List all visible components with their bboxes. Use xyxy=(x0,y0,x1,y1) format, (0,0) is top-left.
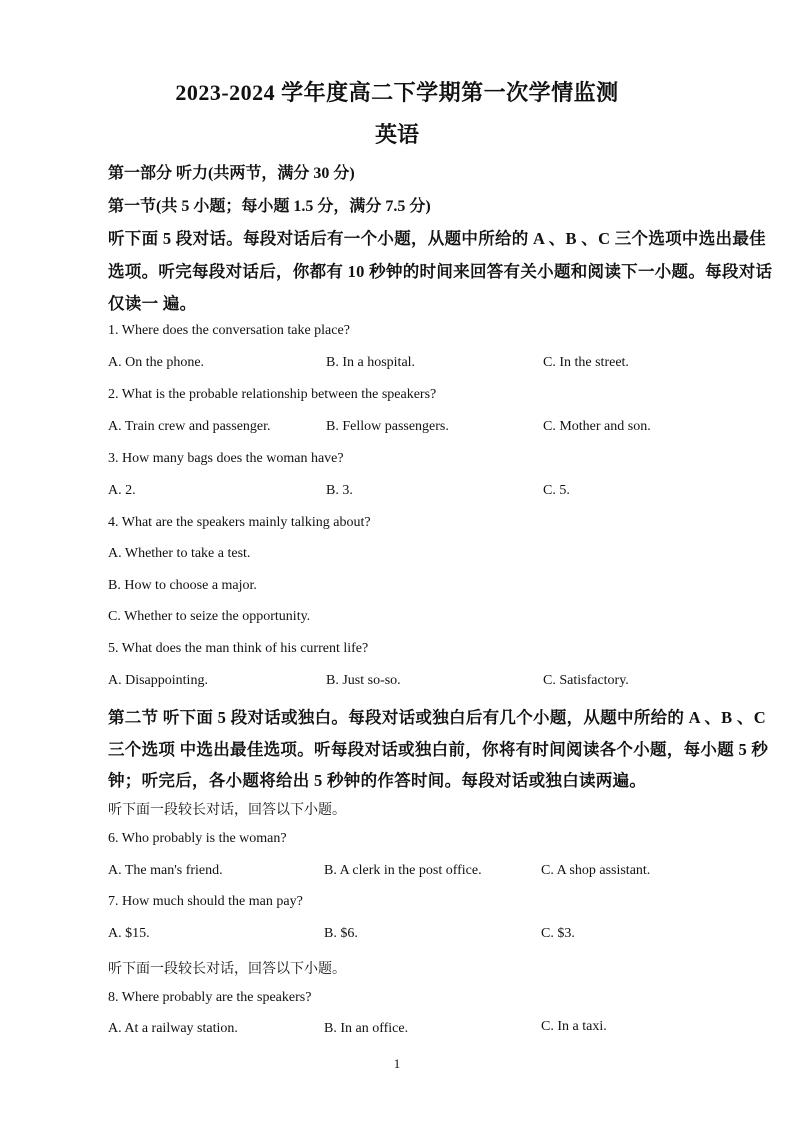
section2-instruction-line: 三个选项 中选出最佳选项。听每段对话或独白前，你将有时间阅读各个小题，每小题 5 秒 xyxy=(108,740,769,759)
option-b: B. A clerk in the post office. xyxy=(324,863,482,878)
question-stem: 1. Where does the conversation take place? xyxy=(108,323,350,338)
option-a: A. Disappointing. xyxy=(108,673,208,688)
option-c: C. In a taxi. xyxy=(541,1019,607,1034)
question-stem: 3. How many bags does the woman have? xyxy=(108,451,344,466)
option-b: B. In an office. xyxy=(324,1021,409,1036)
page-number: 1 xyxy=(393,1056,401,1071)
long-dialogue-note: 听下面一段较长对话，回答以下小题。 xyxy=(108,962,346,977)
option-a: A. $15. xyxy=(108,926,150,941)
option-c: C. In the street. xyxy=(543,355,629,370)
option-a: A. Train crew and passenger. xyxy=(108,419,271,434)
option-b: B. Just so-so. xyxy=(326,673,401,688)
question-stem: 7. How much should the man pay? xyxy=(108,894,303,909)
option-c: C. Whether to seize the opportunity. xyxy=(108,609,311,624)
option-b: B. Fellow passengers. xyxy=(326,419,449,434)
option-b: B. 3. xyxy=(326,483,353,498)
option-c: C. 5. xyxy=(543,483,570,498)
section1-heading: 第一节(共 5 小题；每小题 1.5 分，满分 7.5 分) xyxy=(108,198,431,215)
option-c: C. A shop assistant. xyxy=(541,863,651,878)
subject-title: 英语 xyxy=(374,122,419,147)
option-a: A. 2. xyxy=(108,483,136,498)
question-stem: 5. What does the man think of his current life? xyxy=(108,641,369,656)
section1-instruction-line: 听下面 5 段对话。每段对话后有一个小题，从题中所给的 A 、B 、C 三个选项中选出最佳 xyxy=(108,229,766,248)
option-c: C. $3. xyxy=(541,926,575,941)
question-stem: 4. What are the speakers mainly talking about? xyxy=(108,515,371,530)
question-stem: 2. What is the probable relationship between the speakers? xyxy=(108,387,437,402)
option-a: A. On the phone. xyxy=(108,355,205,370)
option-a: A. Whether to take a test. xyxy=(108,546,251,561)
question-stem: 6. Who probably is the woman? xyxy=(108,831,287,846)
option-c: C. Mother and son. xyxy=(543,419,651,434)
section2-instruction-line: 第二节 听下面 5 段对话或独白。每段对话或独白后有几个小题，从题中所给的 A 、B 、C xyxy=(108,708,766,727)
option-b: B. $6. xyxy=(324,926,358,941)
section1-instruction-line: 选项。听完每段对话后，你都有 10 秒钟的时间来回答有关小题和阅读下一小题。每段对话 xyxy=(108,262,773,281)
question-stem: 8. Where probably are the speakers? xyxy=(108,990,312,1005)
exam-title: 2023-2024 学年度高二下学期第一次学情监测 xyxy=(175,80,619,105)
option-c: C. Satisfactory. xyxy=(543,673,629,688)
section1-instruction-line: 仅读一 遍。 xyxy=(108,294,197,313)
long-dialogue-note: 听下面一段较长对话，回答以下小题。 xyxy=(108,803,346,818)
part1-heading: 第一部分 听力(共两节，满分 30 分) xyxy=(108,165,355,182)
option-a: A. The man's friend. xyxy=(108,863,223,878)
option-b: B. In a hospital. xyxy=(326,355,416,370)
section2-instruction-line: 钟；听完后，各小题将给出 5 秒钟的作答时间。每段对话或独白读两遍。 xyxy=(108,771,647,790)
option-a: A. At a railway station. xyxy=(108,1021,238,1036)
option-b: B. How to choose a major. xyxy=(108,578,257,593)
